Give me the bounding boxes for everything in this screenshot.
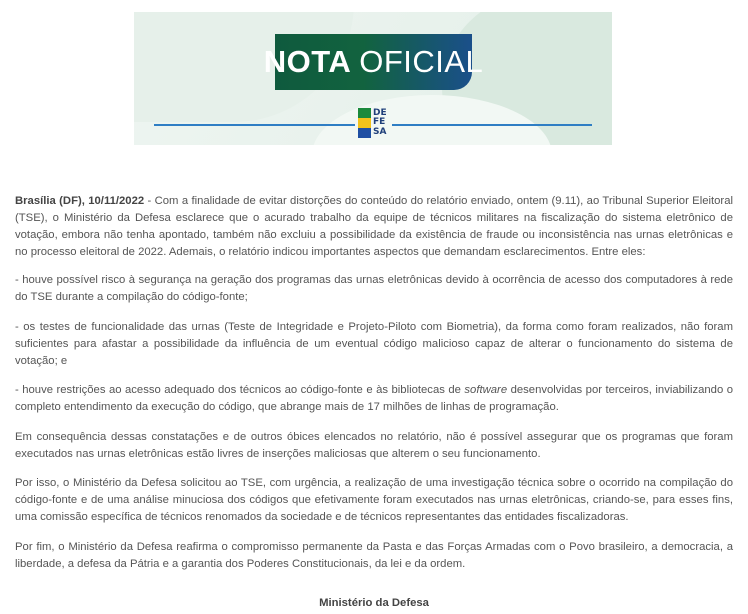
banner-title-light: OFICIAL: [359, 44, 484, 79]
signature: Ministério da Defesa: [319, 597, 429, 609]
logo-wordmark: DE FE SA: [373, 107, 387, 137]
paragraph-closing: Por fim, o Ministério da Defesa reafirma o compromisso permanente da Pasta e das Forças Armadas com o Povo brasileiro, a democracia, a liberdade, a defesa da Pátria e a garantia dos Poderes Constitucionais, da lei e da ordem.: [15, 540, 733, 570]
flag-stripes-icon: [358, 108, 371, 138]
location-date: Brasília (DF), 10/11/2022: [15, 195, 145, 207]
paragraph-intro: Brasília (DF), 10/11/2022 - Com a finalidade de evitar distorções do conteúdo do relatório enviado, ontem (9.11), ao Tribunal Superior Eleitoral (TSE), o Ministério da Defesa esclarece que o acurado trabalho da equipe de técnicos militares na fiscalização do sistema eletrônico de votação, embora não tenha apontado, também não excluiu a possibilidade da existência de fraude ou inconsistência nas urnas eletrônicas e no processo eleitoral de 2022. Ademais, o relatório indicou importantes aspectos que demandam esclarecimentos. Entre eles:: [15, 195, 733, 258]
ministerio-defesa-logo: [358, 108, 387, 138]
paragraph-item-1: - houve possível risco à segurança na geração dos programas das urnas eletrônicas devido à ocorrência de acesso dos computadores à rede do TSE durante a compilação do código-fonte;: [15, 274, 733, 303]
paragraph-consequence: Em consequência dessas constatações e de outros óbices elencados no relatório, não é possível assegurar que os programas que foram executados nas urnas eletrônicas estão livres de inserções maliciosas que alterem o seu funcionamento.: [15, 430, 733, 460]
nota-oficial-banner: [134, 12, 612, 145]
banner-title: [263, 34, 484, 90]
note-body: [15, 193, 733, 585]
banner-divider-left: [154, 124, 355, 126]
paragraph-request: Por isso, o Ministério da Defesa solicitou ao TSE, com urgência, a realização de uma investigação técnica sobre o ocorrido na compilação do código-fonte e de uma análise minuciosa dos códigos que efetivamente foram executados nas urnas eletrônicas, criando-se, para esses fins, uma comissão específica de técnicos renomados da sociedade e de técnicos representantes das entidades fiscalizadoras.: [15, 477, 733, 523]
banner-divider-right: [392, 124, 592, 126]
paragraph-item-3: - houve restrições ao acesso adequado dos técnicos ao código-fonte e às bibliotecas de software desenvolvidas por terceiros, inviabilizando o completo entendimento da execução do código, que abrange mais de 17 milhões de linhas de programação.: [15, 384, 733, 413]
paragraph-item-2: - os testes de funcionalidade das urnas (Teste de Integridade e Projeto-Piloto com Biometria), da forma como foram realizados, não foram suficientes para afastar a possibilidade da influência de um eventual código malicioso capaz de alterar o funcionamento do sistema de votação; e: [15, 320, 733, 367]
banner-title-bold: NOTA: [263, 44, 352, 79]
